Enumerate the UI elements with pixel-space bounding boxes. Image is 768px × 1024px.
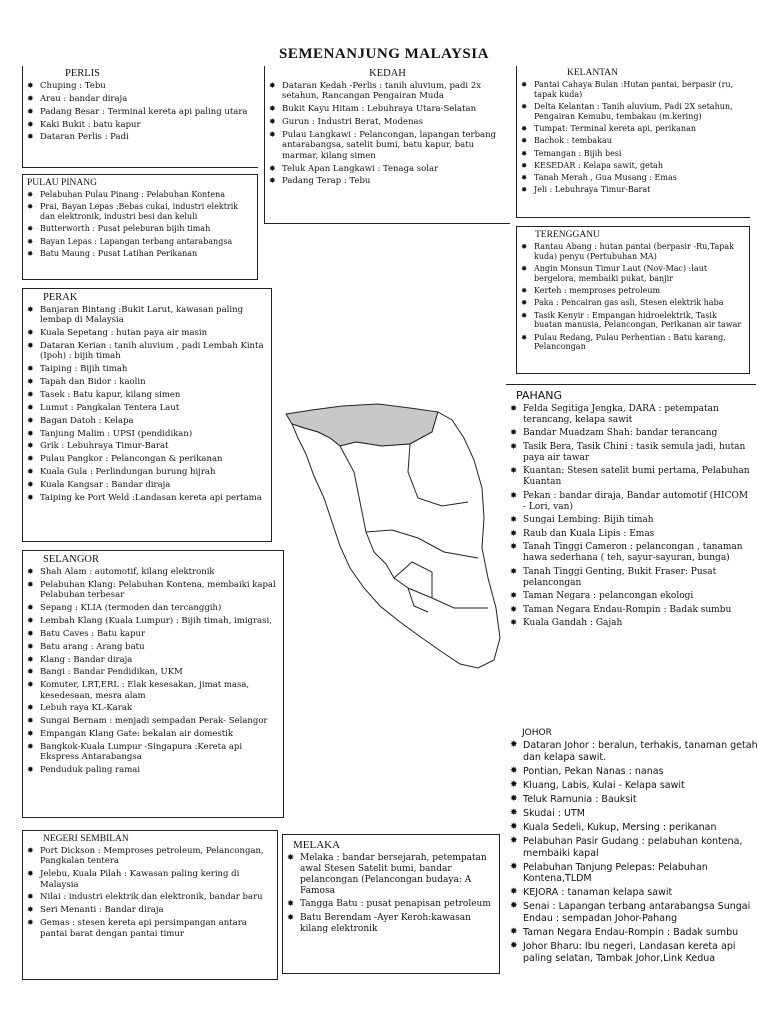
page-title: SEMENANJUNG MALAYSIA — [279, 46, 489, 62]
list-item: ✸ Melaka : bandar bersejarah, petempatan awal Stesen Satelit bumi, bandar pelancongan (Pelancongan budaya: A Famosa — [287, 853, 495, 897]
terengganu-heading: TERENGGANU — [535, 230, 600, 240]
selangor-list — [27, 567, 279, 776]
list-item: ✸ Teluk Ramunia : Bauksit — [510, 794, 762, 806]
list-item: ✸ Pelabuhan Tanjung Pelepas: Pelabuhan Kontena,TLDM — [510, 862, 762, 885]
johor-section — [506, 724, 766, 1022]
list-item: ✸ Sungai Bernam : menjadi sempadan Perak- Selangor — [27, 716, 279, 726]
list-item: ✸ Felda Segitiga Jengka, DARA : petempatan terancang, kelapa sawit — [510, 404, 752, 426]
list-item: ✸ Pelabuhan Pulau Pinang : Pelabuhan Kontena — [27, 190, 253, 200]
list-item: ✸ Pantai Cahaya Bulan :Hutan pantai, berpasir (ru, tapak kuda) — [521, 80, 746, 100]
list-item: ✸ Penduduk paling ramai — [27, 765, 279, 775]
list-item: ✸ Teluk Apan Langkawi : Tenaga solar — [269, 164, 506, 174]
list-item: ✸ Pekan : bandar diraja, Bandar automotif (HICOM - Lori, van) — [510, 491, 752, 513]
list-item: ✸ Tanah Tinggi Genting, Bukit Fraser: Pusat pelancongan — [510, 567, 752, 589]
johor-list — [510, 740, 762, 964]
pulau-pinang-section — [22, 174, 258, 280]
selangor-heading: SELANGOR — [43, 554, 100, 565]
list-item: ✸ Komuter, LRT,ERL : Elak kesesakan, jimat masa, kesedesaan, mesra alam — [27, 680, 279, 701]
list-item: ✸ Bachok : tembakau — [521, 136, 746, 146]
list-item: ✸ Gurun : Industri Berat, Modenas — [269, 117, 506, 127]
list-item: ✸ Kuala Sepetang : hutan paya air masin — [27, 328, 267, 338]
perak-section — [22, 288, 272, 542]
list-item: ✸ Johor Bharu: Ibu negeri, Landasan kereta api paling selatan, Tambak Johor,Link Kedua — [510, 941, 762, 964]
list-item: ✸ Bayan Lepas : Lapangan terbang antarabangsa — [27, 237, 253, 247]
list-item: ✸ Gemas : stesen kereta api persimpangan antara pantai barat dengan pantai timur — [27, 918, 273, 939]
list-item: ✸ Batu Maung : Pusat Latihan Perikanan — [27, 249, 253, 259]
terengganu-list — [521, 242, 745, 352]
list-item: ✸ Raub dan Kuala Lipis : Emas — [510, 529, 752, 540]
johor-heading: JOHOR — [522, 728, 552, 738]
list-item: ✸ Banjaran Bintang :Bukit Larut, kawasan paling lembap di Malaysia — [27, 305, 267, 326]
list-item: ✸ Lebuh raya KL-Karak — [27, 703, 279, 713]
list-item: ✸ Bangi : Bandar Pendidikan, UKM — [27, 667, 279, 677]
list-item: ✸ Seri Menanti : Bandar diraja — [27, 905, 273, 915]
list-item: ✸ Rantau Abang : hutan pantai (berpasir -Ru,Tapak kuda) penyu (Pertubuhan MA) — [521, 242, 745, 262]
list-item: ✸ Taiping ke Port Weld :Landasan kereta api pertama — [27, 493, 267, 503]
list-item: ✸ Shah Alam : automotif, kilang elektronik — [27, 567, 279, 577]
list-item: ✸ Tasik Kenyir : Empangan hidroelektrik, Tasik buatan manusia, Pelancongan, Perikanan air tawar — [521, 311, 745, 331]
kedah-section — [264, 66, 510, 224]
list-item: ✸ Tasek : Batu kapur, kilang simen — [27, 390, 267, 400]
list-item: ✸ Dataran Kerian : tanih aluvium , padi Lembah Kinta (Ipoh) : bijih timah — [27, 341, 267, 362]
list-item: ✸ Kuala Gula : Perlindungan burung hijrah — [27, 467, 267, 477]
peninsular-malaysia-map — [282, 402, 510, 672]
kedah-heading: KEDAH — [369, 68, 406, 79]
list-item: ✸ Kerteh : memproses petroleum — [521, 286, 745, 296]
list-item: ✸ Skudai : UTM — [510, 808, 762, 820]
melaka-section — [282, 834, 500, 974]
perak-list — [27, 305, 267, 503]
list-item: ✸ Kuala Sedeli, Kukup, Mersing : perikanan — [510, 822, 762, 834]
kedah-list — [269, 81, 506, 187]
negeri-sembilan-heading: NEGERI SEMBILAN — [43, 834, 129, 844]
selangor-section — [22, 550, 284, 818]
pulau-pinang-heading: PULAU PINANG — [27, 178, 97, 188]
list-item: ✸ Padang Terap : Tebu — [269, 176, 506, 186]
melaka-heading: MELAKA — [293, 839, 341, 851]
list-item: ✸ Dataran Johor : beralun, terhakis, tanaman getah dan kelapa sawit. — [510, 740, 762, 763]
list-item: ✸ Tangga Batu : pusat penapisan petroleum — [287, 899, 495, 910]
list-item: ✸ Sepang : KLIA (termoden dan tercanggih) — [27, 603, 279, 613]
list-item: ✸ Empangan Klang Gate: bekalan air domestik — [27, 729, 279, 739]
pahang-section — [506, 384, 756, 704]
pulau-pinang-list — [27, 190, 253, 259]
list-item: ✸ Dataran Kedah -Perlis : tanih aluvium, padi 2x setahun, Rancangan Pengairan Muda — [269, 81, 506, 102]
list-item: ✸ Jeli : Lebuhraya Timur-Barat — [521, 185, 746, 195]
map-peninsula-outline — [292, 412, 500, 668]
negeri-sembilan-list — [27, 846, 273, 939]
list-item: ✸ Taman Negara : pelancongan ekologi — [510, 591, 752, 602]
list-item: ✸ Sungai Lembing: Bijih timah — [510, 515, 752, 526]
list-item: ✸ Kuala Kangsar : Bandar diraja — [27, 480, 267, 490]
pahang-list — [510, 404, 752, 629]
list-item: ✸ Tumpat: Terminal kereta api, perikanan — [521, 124, 746, 134]
list-item: ✸ Bukit Kayu Hitam : Lebuhraya Utara-Selatan — [269, 104, 506, 114]
list-item: ✸ Pulau Redang, Pulau Perhentian : Batu karang, Pelancongan — [521, 333, 745, 353]
list-item: ✸ Batu Berendam -Ayer Keroh:kawasan kilang elektronik — [287, 913, 495, 935]
list-item: ✸ Taiping : Bijih timah — [27, 364, 267, 374]
list-item: ✸ Tanah Merah , Gua Musang : Emas — [521, 173, 746, 183]
list-item: ✸ Delta Kelantan : Tanih aluvium, Padi 2X setahun, Pengairan Kemubu, tembakau (m.kering) — [521, 102, 746, 122]
perlis-list — [27, 81, 254, 143]
perlis-section — [22, 66, 258, 168]
list-item: ✸ Bangkok-Kuala Lumpur -Singapura :Kereta api Ekspress Antarabangsa — [27, 742, 279, 763]
list-item: ✸ KEJORA : tanaman kelapa sawit — [510, 887, 762, 899]
list-item: ✸ Batu arang : Arang batu — [27, 642, 279, 652]
list-item: ✸ Senai : Lapangan terbang antarabangsa Sungai Endau : sempadan Johor-Pahang — [510, 901, 762, 924]
terengganu-section — [516, 226, 750, 374]
list-item: ✸ Nilai : industri elektrik dan elektronik, bandar baru — [27, 892, 273, 902]
list-item: ✸ Tanah Tinggi Cameron : pelancongan , tanaman hawa sederhana ( teh, sayur-sayuran, bunga) — [510, 542, 752, 564]
list-item: ✸ Jelebu, Kuala Pilah : Kawasan paling kering di Malaysia — [27, 869, 273, 890]
list-item: ✸ Prai, Bayan Lepas :Bebas cukai, industri elektrik dan elektronik, industri besi dan keluli — [27, 202, 253, 222]
list-item: ✸ Angin Monsun Timur Laut (Nov-Mac) :laut bergelora, membaiki pukat, banjir — [521, 264, 745, 284]
list-item: ✸ KESEDAR : Kelapa sawit, getah — [521, 161, 746, 171]
melaka-list — [287, 853, 495, 935]
list-item: ✸ Dataran Perlis : Padi — [27, 132, 254, 142]
perlis-heading: PERLIS — [65, 68, 101, 79]
list-item: ✸ Bagan Datoh : Kelapa — [27, 416, 267, 426]
list-item: ✸ Butterworth : Pusat peleburan bijih timah — [27, 224, 253, 234]
list-item: ✸ Kluang, Labis, Kulai - Kelapa sawit — [510, 780, 762, 792]
perak-heading: PERAK — [43, 292, 78, 303]
list-item: ✸ Tapah dan Bidor : kaolin — [27, 377, 267, 387]
list-item: ✸ Kuala Gandah : Gajah — [510, 618, 752, 629]
list-item: ✸ Lumut : Pangkalan Tentera Laut — [27, 403, 267, 413]
list-item: ✸ Taman Negara Endau-Rompin : Badak sumbu — [510, 927, 762, 939]
list-item: ✸ Klang : Bandar diraja — [27, 655, 279, 665]
list-item: ✸ Pulau Pangkor : Pelancongan & perikanan — [27, 454, 267, 464]
list-item: ✸ Chuping : Tebu — [27, 81, 254, 91]
list-item: ✸ Taman Negara Endau-Rompin : Badak sumbu — [510, 605, 752, 616]
list-item: ✸ Grik : Lebuhraya Timur-Barat — [27, 441, 267, 451]
list-item: ✸ Pulau Langkawi : Pelancongan, lapangan terbang antarabangsa, satelit bumi, batu kapur, batu marmar, kilang simen — [269, 130, 506, 161]
list-item: ✸ Paka : Pencairan gas asli, Stesen elektrik haba — [521, 298, 745, 308]
list-item: ✸ Temangan : Bijih besi — [521, 149, 746, 159]
kelantan-section — [516, 66, 750, 218]
list-item: ✸ Padang Besar : Terminal kereta api paling utara — [27, 107, 254, 117]
list-item: ✸ Pontian, Pekan Nanas : nanas — [510, 766, 762, 778]
list-item: ✸ Port Dickson : Memproses petroleum, Pelancongan, Pangkalan tentera — [27, 846, 273, 867]
pahang-heading: PAHANG — [516, 389, 563, 402]
list-item: ✸ Pelabuhan Klang: Pelabuhan Kontena, membaiki kapal Pelabuhan terbesar — [27, 580, 279, 601]
kelantan-list — [521, 80, 746, 195]
list-item: ✸ Kaki Bukit : batu kapur — [27, 120, 254, 130]
list-item: ✸ Batu Caves : Batu kapur — [27, 629, 279, 639]
list-item: ✸ Kuantan: Stesen satelit bumi pertama, Pelabuhan Kuantan — [510, 466, 752, 488]
kelantan-heading: KELANTAN — [567, 68, 618, 78]
list-item: ✸ Bandar Muadzam Shah: bandar terancang — [510, 428, 752, 439]
list-item: ✸ Tanjung Malim : UPSI (pendidikan) — [27, 429, 267, 439]
list-item: ✸ Arau : bandar diraja — [27, 94, 254, 104]
list-item: ✸ Lembah Klang (Kuala Lumpur) : Bijih timah, imigrasi, — [27, 616, 279, 626]
list-item: ✸ Pelabuhan Pasir Gudang : pelabuhan kontena, membaiki kapal — [510, 836, 762, 859]
negeri-sembilan-section — [22, 830, 278, 980]
list-item: ✸ Tasik Bera, Tasik Chini : tasik semula jadi, hutan paya air tawar — [510, 442, 752, 464]
